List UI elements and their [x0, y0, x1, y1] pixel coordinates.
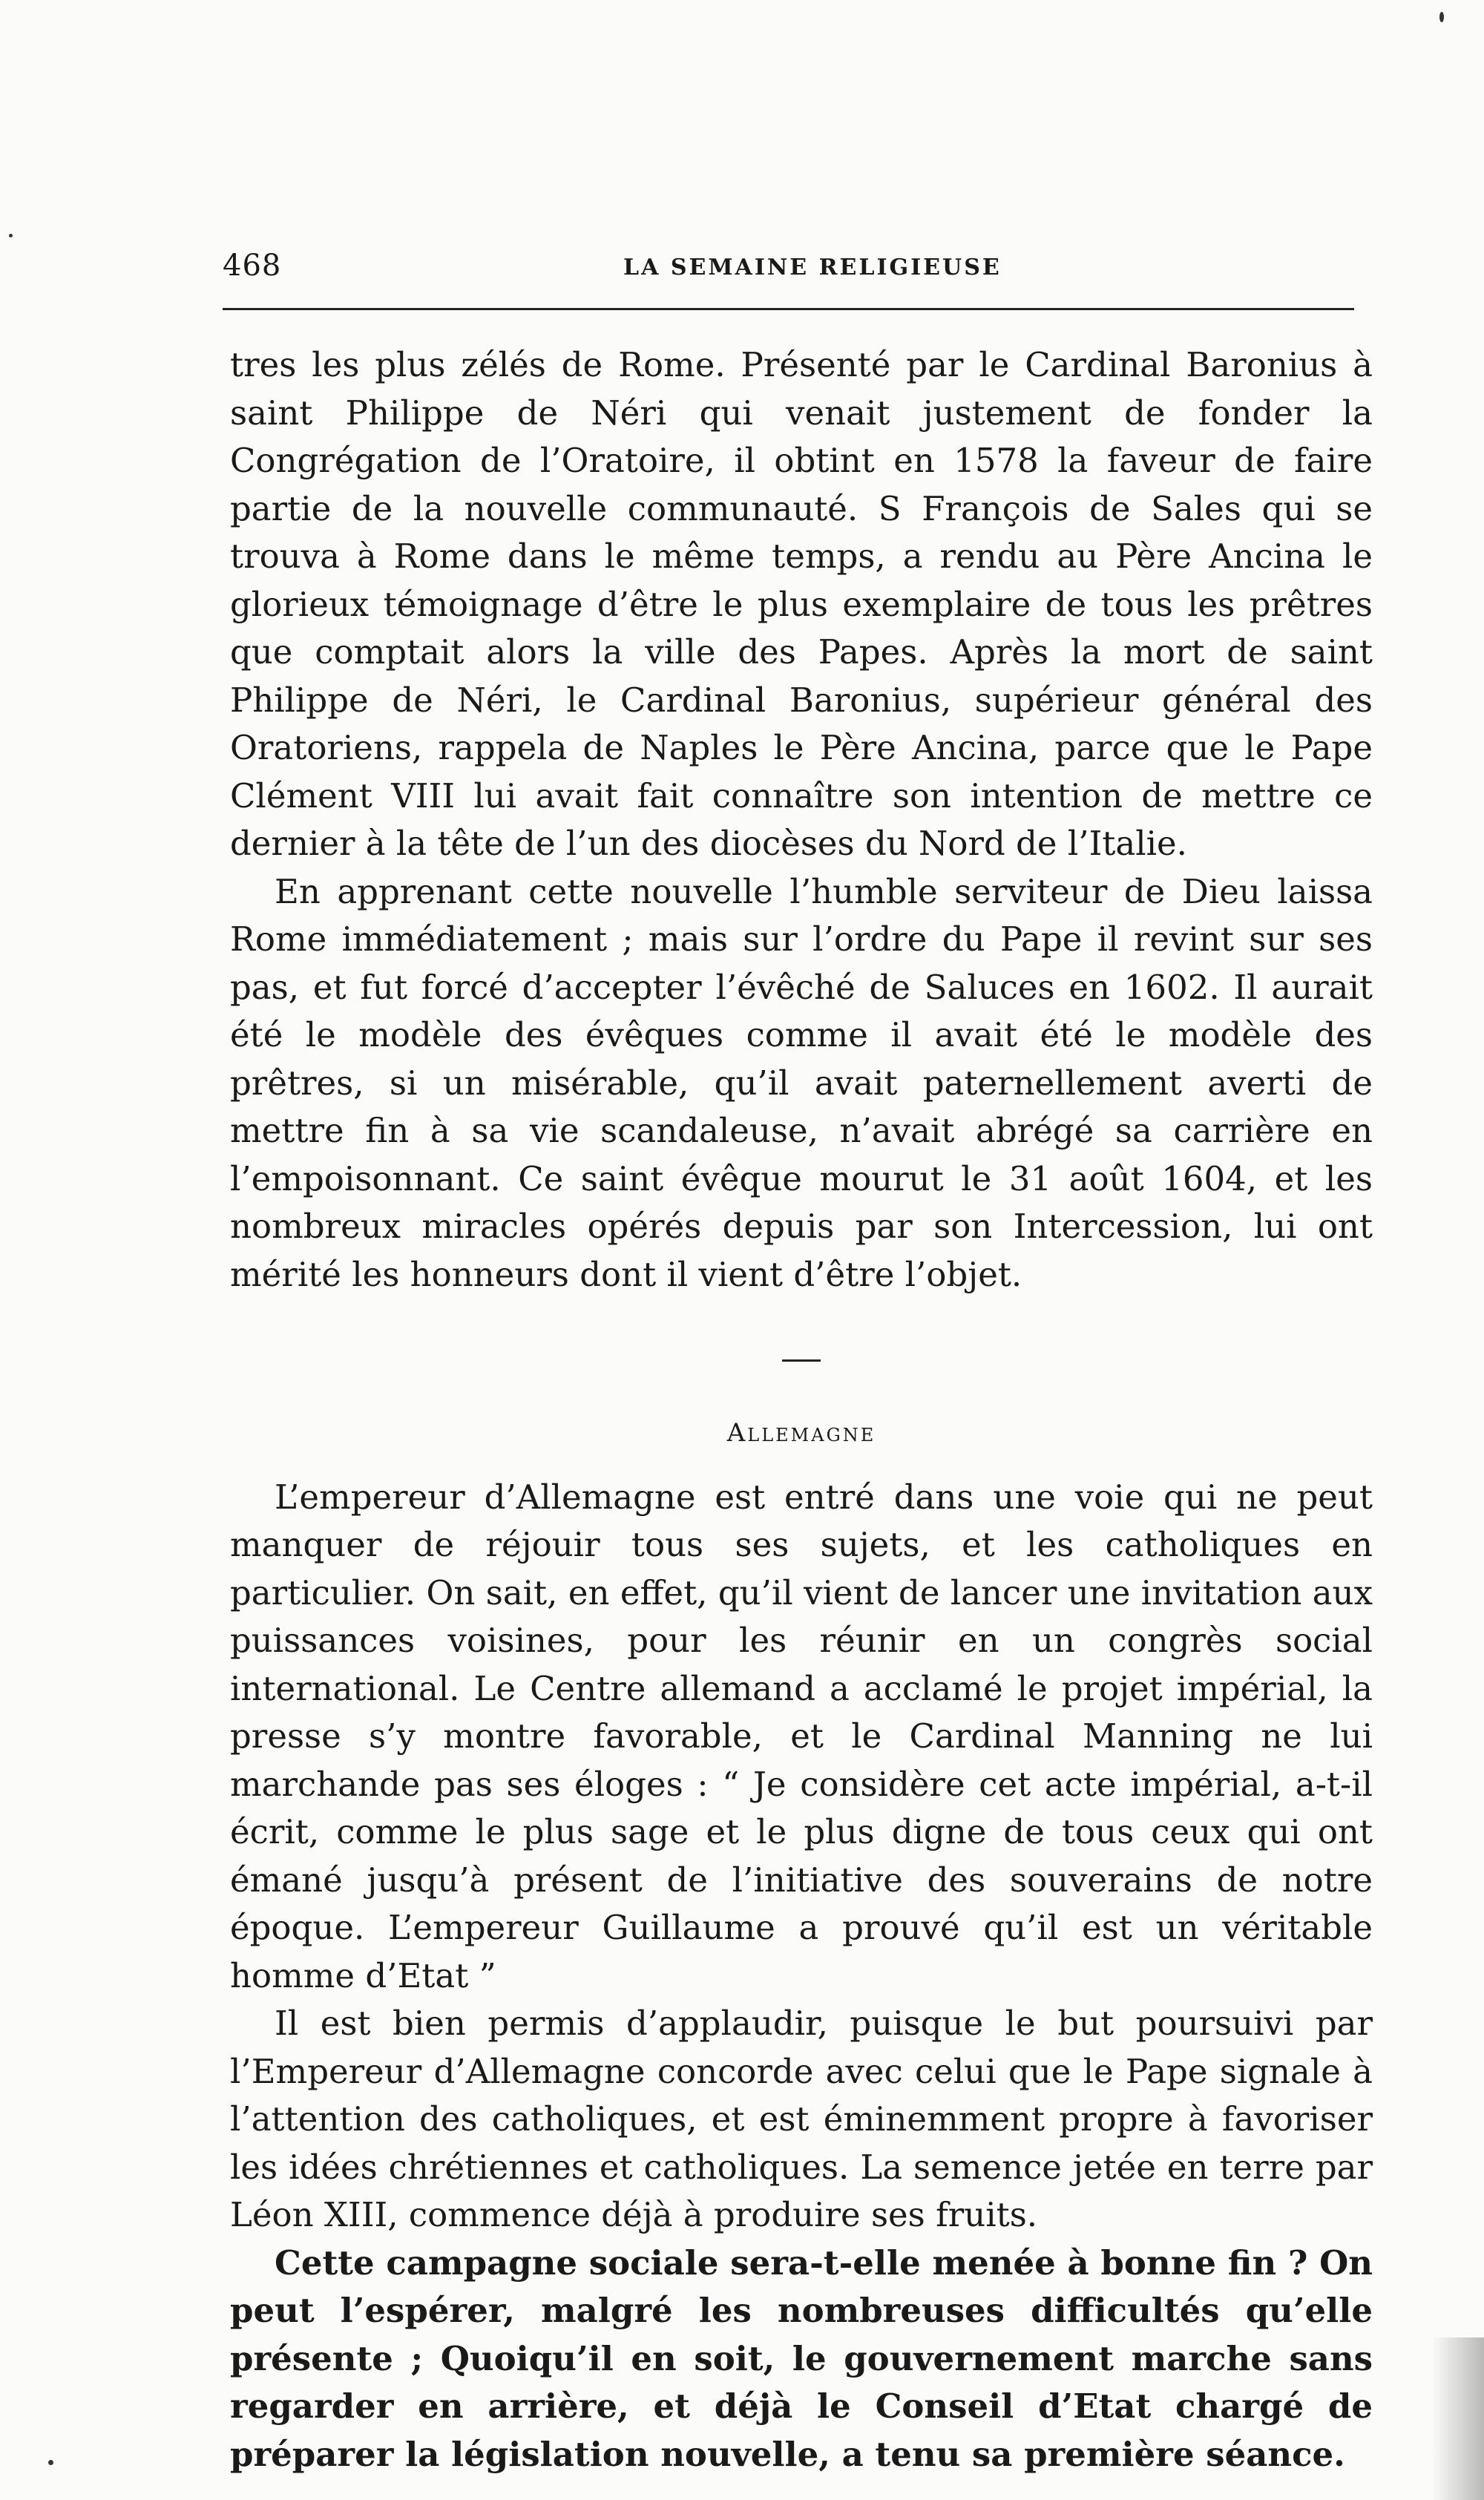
scan-speck	[48, 2460, 53, 2465]
paragraph: L’empereur d’Allemagne est entré dans une voie qui ne peut manquer de réjouir tous ses sujets, et les catholiques en particulier. On sait, en effet, qu’il vient de lancer une invitation aux puissances voisines, pour les réunir en un congrès social international. Le Centre allemand a acclamé le projet impérial, la presse s’y montre favorable, et le Cardinal Manning ne lui marchande pas ses éloges : “ Je considère cet acte impérial, a-t-il écrit, comme le plus sage et le plus digne de tous ceux qui ont émané jusqu’à présent de l’initiative des souverains de notre époque. L’empereur Guillaume a prouvé qu’il est un véritable homme d’Etat ”	[230, 1477, 1373, 1995]
page-edge-shadow	[1432, 2337, 1484, 2500]
running-head	[223, 249, 1350, 293]
paragraph: En apprenant cette nouvelle l’humble serviteur de Dieu laissa Rome immédiatement ; mais sur l’ordre du Pape il revint sur ses pas, et fut forcé d’accepter l’évêché de Saluces en 1602. Il aurait été le modèle des évêques comme il avait été le modèle des prêtres, si un misérable, qu’il avait paternellement averti de mettre fin à sa vie scandaleuse, n’avait abrégé sa carrière en l’empoisonnant. Ce saint évêque mourut le 31 août 1604, et les nombreux miracles opérés depuis par son Intercession, lui ont mérité les honneurs dont il vient d’être l’objet.	[230, 871, 1373, 1294]
section-title: Allemagne	[726, 1418, 876, 1448]
paragraph: Il est bien permis d’applaudir, puisque le but poursuivi par l’Empereur d’Allemagne concorde avec celui que le Pape signale à l’attention des catholiques, et est éminemment propre à favoriser les idées chrétiennes et catholiques. La semence jetée en terre par Léon XIII, commence déjà à produire ses fruits.	[230, 2004, 1373, 2234]
journal-title: LA SEMAINE RELIGIEUSE	[623, 255, 1002, 280]
scan-speck	[1439, 12, 1444, 22]
paragraph-continued: tres les plus zélés de Rome. Présenté par le Cardinal Baronius à saint Philippe de Néri qui venait justement de fonder la Congrégation de l’Oratoire, il obtint en 1578 la faveur de faire partie de la nouvelle communauté. S François de Sales qui se trouva à Rome dans le même temps, a rendu au Père Ancina le glorieux témoignage d’être le plus exemplaire de tous les prêtres que comptait alors la ville des Papes. Après la mort de saint Philippe de Néri, le Cardinal Baronius, supérieur général des Oratoriens, rappela de Naples le Père Ancina, parce que le Pape Clément VIII lui avait fait connaître son intention de mettre ce dernier à la tête de l’un des diocèses du Nord de l’Italie.	[230, 345, 1373, 863]
page-number: 468	[223, 249, 282, 283]
scan-speck	[9, 234, 13, 237]
section-separator	[782, 1359, 821, 1362]
body-text	[230, 341, 1373, 2478]
paragraph: Cette campagne sociale sera-t-elle menée à bonne fin ? On peut l’espérer, malgré les nombreuses difficultés qu’elle présente ; Quoiqu’il en soit, le gouvernement marche sans regarder en arrière, et déjà le Conseil d’Etat chargé de préparer la législation nouvelle, a tenu sa première séance.	[230, 2243, 1373, 2474]
header-rule	[223, 308, 1354, 310]
